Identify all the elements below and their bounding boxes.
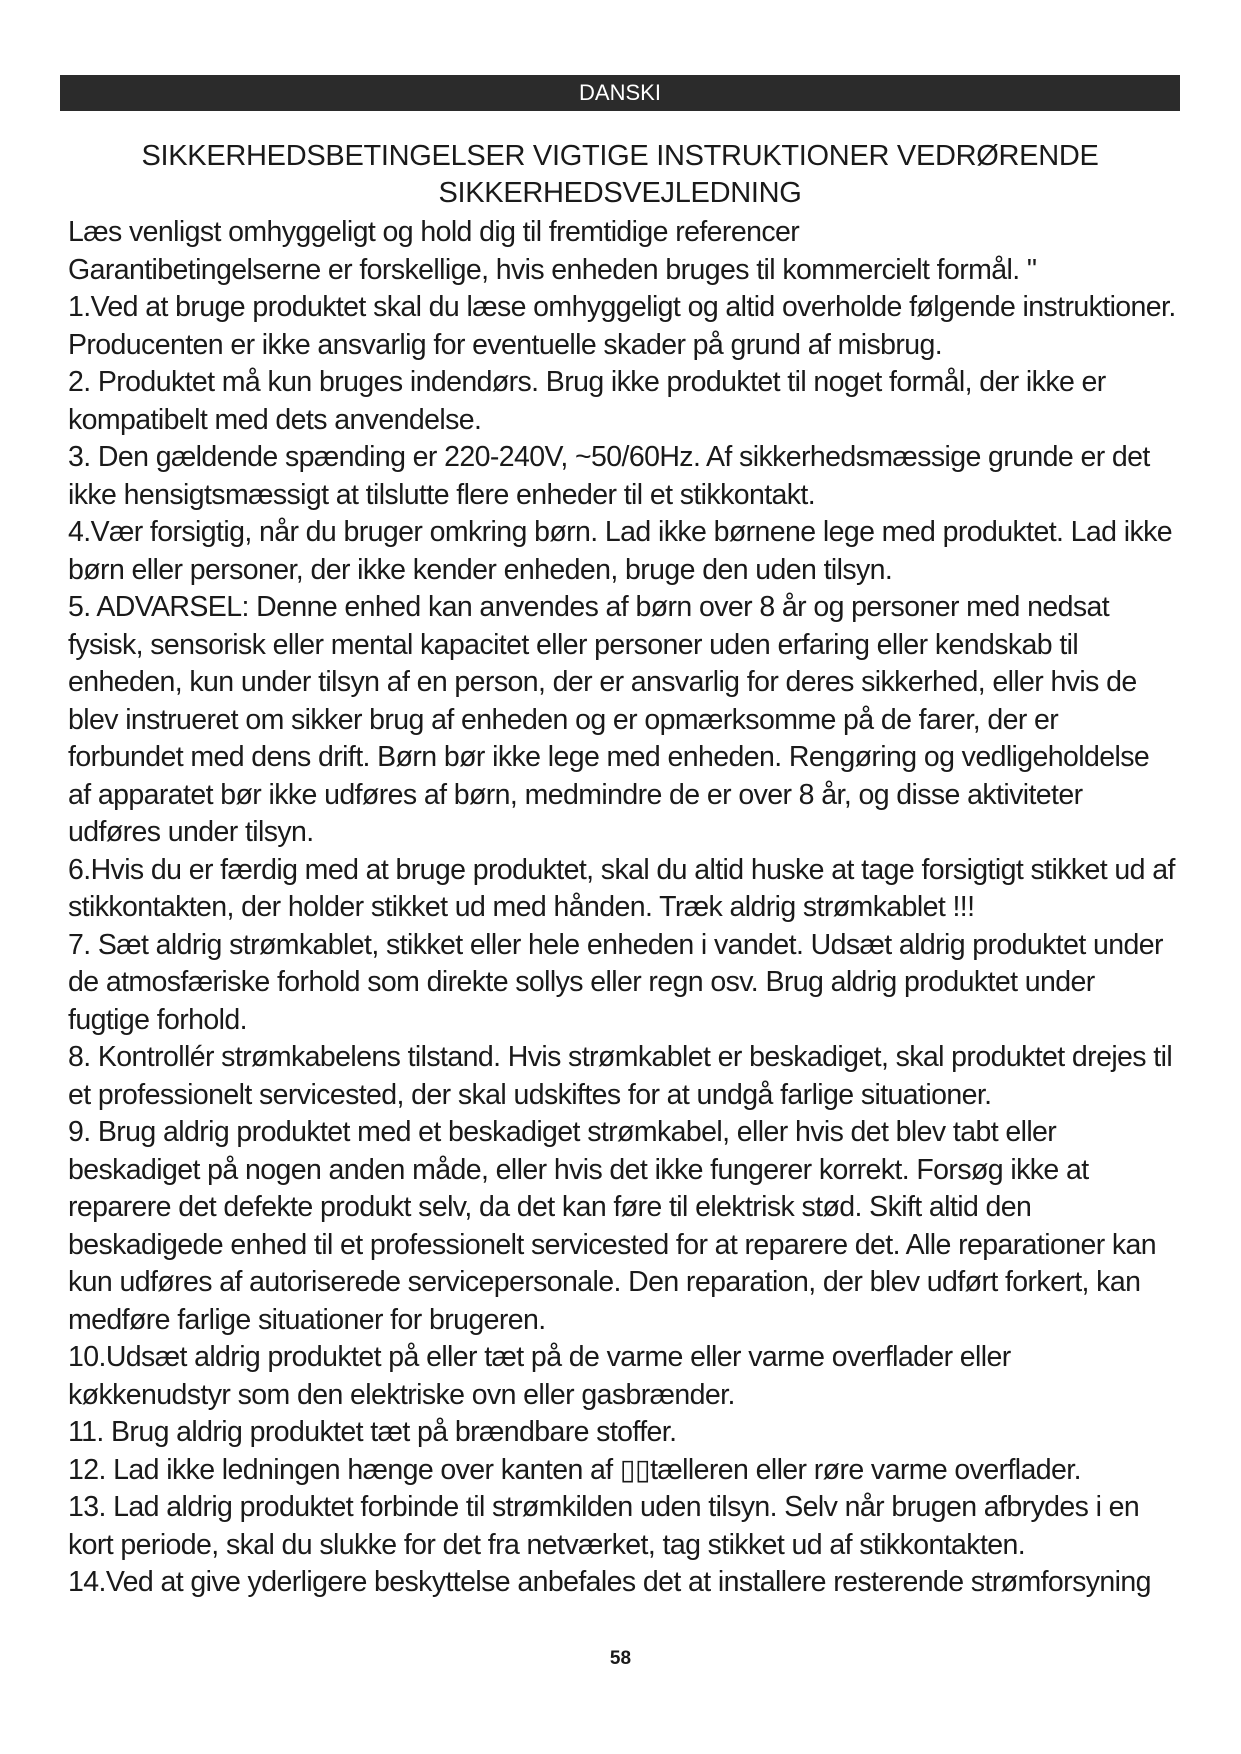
page-number: 58 [609, 1648, 632, 1669]
instruction-item-11: 11. Brug aldrig produktet tæt på brændbare stoffer. [68, 1416, 677, 1448]
instruction-item-5: 5. ADVARSEL: Denne enhed kan anvendes af børn over 8 år og personer med nedsat fysisk, sensorisk eller mental kapacitet eller personer uden erfaring eller kendskab til enheden, kun under tilsyn af en person, der er ansvarlig for deres sikkerhed, eller hvis de blev instrueret om sikker brug af enheden og er opmærksomme på de farer, der er forbundet med dens drift. Børn bør ikke lege med enheden. Rengøring og vedligeholdelse af apparatet bør ikke udføres af børn, medmindre de er over 8 år, og disse aktiviteter udføres under tilsyn. [68, 591, 1150, 848]
instruction-item-10: 10.Udsæt aldrig produktet på eller tæt på de varme eller varme overflader eller køkkenudstyr som den elektriske ovn eller gasbrænder. [68, 1341, 1011, 1411]
intro-line-2: Garantibetingelserne er forskellige, hvis enheden bruges til kommercielt formål. " [68, 253, 1037, 286]
instruction-item-2: 2. Produktet må kun bruges indendørs. Brug ikke produktet til noget formål, der ikke er kompatibelt med dets anvendelse. [68, 366, 1106, 436]
instruction-item-12: 12. Lad ikke ledningen hænge over kanten af ▯▯tælleren eller røre varme overflader. [68, 1453, 1081, 1486]
instruction-item-9: 9. Brug aldrig produktet med et beskadiget strømkabel, eller hvis det blev tabt eller beskadiget på nogen anden måde, eller hvis det ikke fungerer korrekt. Forsøg ikke at reparere det defekte produkt selv, da det kan føre til elektrisk stød. Skift altid den beskadigede enhed til et professionelt servicested for at reparere det. Alle reparationer kan kun udføres af autoriserede servicepersonale. Den reparation, der blev udført forkert, kan medføre farlige situationer for brugeren. [68, 1116, 1157, 1336]
instruction-item-7: 7. Sæt aldrig strømkablet, stikket eller hele enheden i vandet. Udsæt aldrig produktet under de atmosfæriske forhold som direkte sollys eller regn osv. Brug aldrig produktet under fugtige forhold. [68, 928, 1163, 1036]
instruction-item-6: 6.Hvis du er færdig med at bruge produktet, skal du altid huske at tage forsigtigt stikket ud af stikkontakten, der holder stikket ud med hånden. Træk aldrig strømkablet !!! [68, 853, 1175, 923]
instruction-item-14: 14.Ved at give yderligere beskyttelse anbefales det at installere resterende strømforsyning [68, 1566, 1151, 1598]
title-line-2: SIKKERHEDSVEJLEDNING [438, 177, 802, 209]
instruction-item-3: 3. Den gældende spænding er 220-240V, ~50/60Hz. Af sikkerhedsmæssige grunde er det ikke hensigtsmæssigt at tilslutte flere enheder til et stikkontakt. [68, 441, 1150, 511]
document-title [60, 138, 1180, 212]
language-header-bar [60, 75, 1180, 111]
safety-instructions [68, 214, 1178, 1602]
intro-line-1: Læs venligst omhyggeligt og hold dig til fremtidige referencer [68, 216, 800, 248]
instruction-item-8: 8. Kontrollér strømkabelens tilstand. Hvis strømkablet er beskadiget, skal produktet drejes til et professionelt servicested, der skal udskiftes for at undgå farlige situationer. [68, 1041, 1173, 1111]
title-line-1: SIKKERHEDSBETINGELSER VIGTIGE INSTRUKTIONER VEDRØRENDE [141, 140, 1099, 172]
instruction-item-4: 4.Vær forsigtig, når du bruger omkring børn. Lad ikke børnene lege med produktet. Lad ikke børn eller personer, der ikke kender enheden, bruge den uden tilsyn. [68, 516, 1173, 586]
instruction-item-13: 13. Lad aldrig produktet forbinde til strømkilden uden tilsyn. Selv når brugen afbrydes i en kort periode, skal du slukke for det fra netværket, tag stikket ud af stikkontakten. [68, 1491, 1140, 1561]
language-label: DANSKI [579, 80, 661, 105]
instruction-item-1: 1.Ved at bruge produktet skal du læse omhyggeligt og altid overholde følgende instruktioner. Producenten er ikke ansvarlig for eventuelle skader på grund af misbrug. [68, 291, 1176, 361]
